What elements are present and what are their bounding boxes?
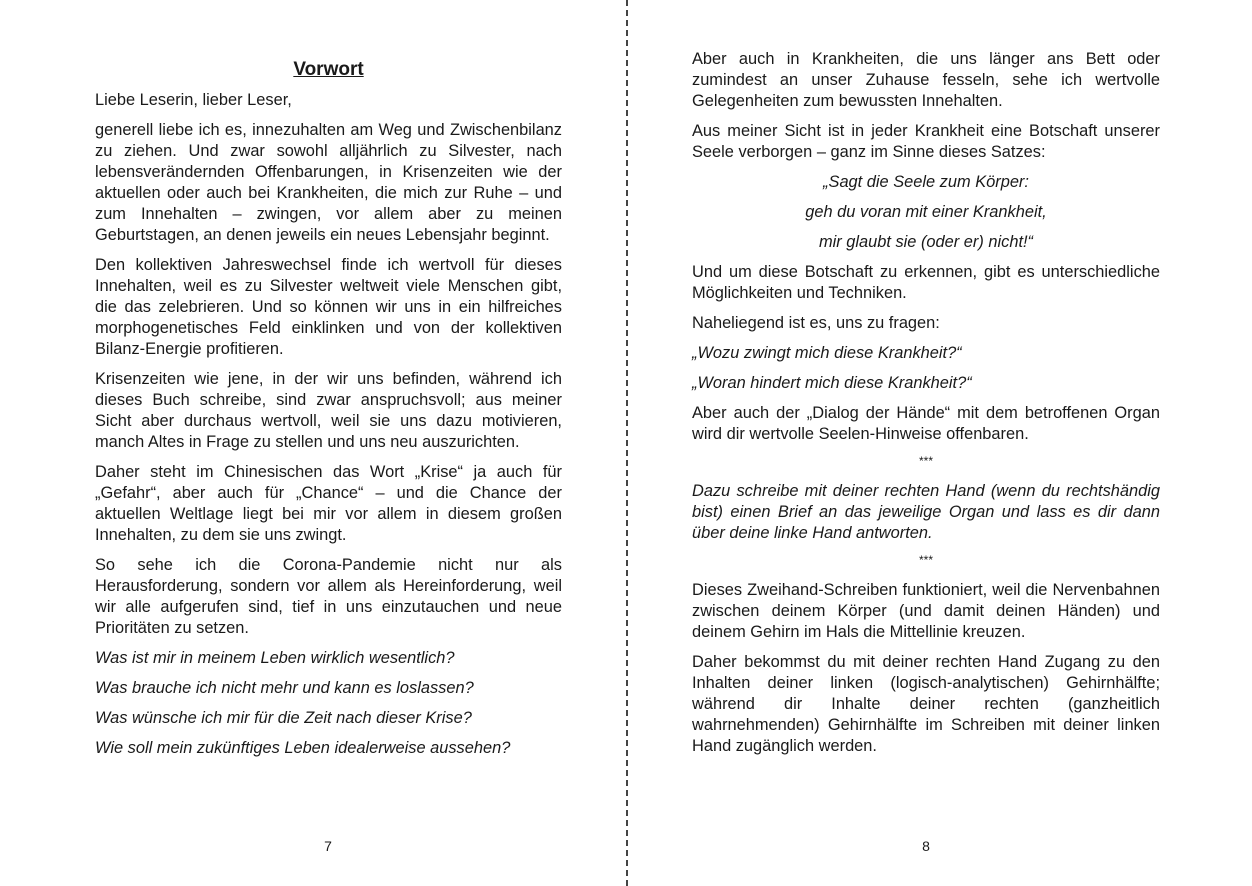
paragraph: Aber auch der „Dialog der Hände“ mit dem betroffenen Organ wird dir wertvolle Seelen-Hinweise offenbaren.: [692, 404, 1160, 443]
paragraph: Krisenzeiten wie jene, in der wir uns befinden, während ich dieses Buch schreibe, sind zwar anspruchsvoll; aus meiner Sicht aber durchaus wertvoll, weil sie uns dazu motivieren, manch Altes in Frage zu stellen und uns neu auszurichten.: [95, 370, 562, 451]
section-separator: ***: [918, 454, 933, 468]
paragraph: Daher bekommst du mit deiner rechten Hand Zugang zu den Inhalten deiner linken (logisch-analytischen) Gehirnhälfte; während dir Inhalte deiner rechten (ganzheitlich wahrnehmenden) Gehirnhälfte im Schreiben mit deiner linken Hand zugänglich werden.: [692, 653, 1160, 755]
question-line: Was wünsche ich mir für die Zeit nach dieser Krise?: [95, 709, 472, 727]
section-separator: ***: [918, 553, 933, 567]
page-number: 8: [922, 838, 930, 854]
paragraph: Daher steht im Chinesischen das Wort „Krise“ ja auch für „Gefahr“, aber auch für „Chance“ – und die Chance der aktuellen Weltlage liegt bei mir vor allem in diesem großen Innehalten, zu dem sie uns zwingt.: [95, 463, 562, 544]
page-number: 7: [324, 838, 332, 854]
right-page: [628, 0, 1252, 886]
right-page-content: [692, 49, 1160, 766]
salutation: Liebe Leserin, lieber Leser,: [95, 91, 292, 109]
paragraph: Aus meiner Sicht ist in jeder Krankheit eine Botschaft unserer Seele verborgen – ganz im Sinne dieses Satzes:: [692, 122, 1160, 161]
question-line: Was brauche ich nicht mehr und kann es loslassen?: [95, 679, 474, 697]
quote-line: mir glaubt sie (oder er) nicht!“: [818, 233, 1034, 251]
quote-line: geh du voran mit einer Krankheit,: [805, 203, 1047, 221]
question-line: „Wozu zwingt mich diese Krankheit?“: [692, 344, 962, 362]
question-line: Wie soll mein zukünftiges Leben idealerweise aussehen?: [95, 739, 511, 757]
paragraph: Dieses Zweihand-Schreiben funktioniert, weil die Nervenbahnen zwischen deinem Körper (und damit deinen Händen) und deinem Gehirn im Hals die Mittellinie kreuzen.: [692, 581, 1160, 641]
paragraph: Den kollektiven Jahreswechsel finde ich wertvoll für dieses Innehalten, weil es zu Silvester weltweit viele Menschen gibt, die das zelebrieren. Und so können wir uns in ein hilfreiches morphogenetisches Feld einklinken und von der kollektiven Bilanz-Energie profitieren.: [95, 256, 562, 358]
instruction-paragraph: Dazu schreibe mit deiner rechten Hand (wenn du rechtshändig bist) einen Brief an das jeweilige Organ und lass es dir dann über deine linke Hand antworten.: [692, 482, 1160, 542]
quote-line: „Sagt die Seele zum Körper:: [823, 173, 1029, 191]
paragraph: Naheliegend ist es, uns zu fragen:: [692, 314, 940, 332]
page-title: Vorwort: [293, 59, 364, 80]
paragraph: So sehe ich die Corona-Pandemie nicht nur als Herausforderung, sondern vor allem als Hereinforderung, weil wir alle aufgerufen sind, tief in uns einzutauchen und neue Prioritäten zu setzen.: [95, 556, 562, 637]
paragraph: Und um diese Botschaft zu erkennen, gibt es unterschiedliche Möglichkeiten und Techniken.: [692, 263, 1160, 302]
paragraph: Aber auch in Krankheiten, die uns länger ans Bett oder zumindest an unser Zuhause fesseln, sehe ich wertvolle Gelegenheiten zum bewussten Innehalten.: [692, 50, 1160, 110]
left-page-content: [95, 58, 562, 768]
paragraph: generell liebe ich es, innezuhalten am Weg und Zwischenbilanz zu ziehen. Und zwar sowohl alljährlich zu Silvester, nach lebensverändernden Offenbarungen, in Krisenzeiten wie der aktuellen oder auch bei Krankheiten, die mich zur Ruhe – und zum Innehalten – zwingen, vor allem aber zu meinen Geburtstagen, an denen jeweils ein neues Lebensjahr beginnt.: [95, 121, 562, 244]
question-line: „Woran hindert mich diese Krankheit?“: [692, 374, 972, 392]
question-line: Was ist mir in meinem Leben wirklich wesentlich?: [95, 649, 455, 667]
